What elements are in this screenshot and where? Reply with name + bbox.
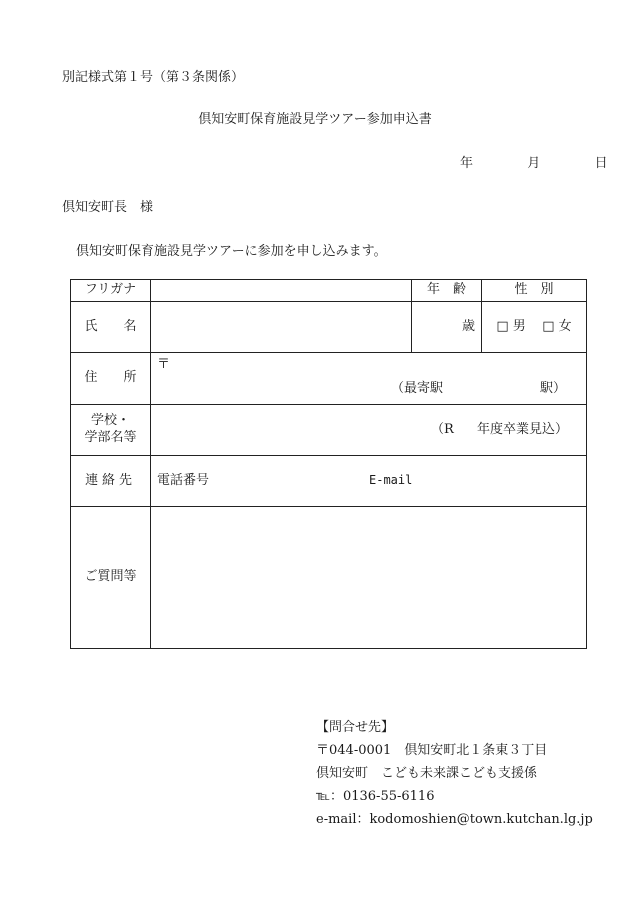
phone-label: 電話番号: [157, 473, 210, 488]
graduation-open: （R: [431, 422, 454, 437]
application-form: [70, 279, 587, 649]
contact-label: 連絡先: [71, 456, 151, 507]
school-label-line1: 学校・: [90, 413, 130, 429]
inquiry-heading: 【問合せ先】: [316, 720, 395, 735]
nearest-station-close: 駅）: [539, 381, 566, 396]
name-field[interactable]: [151, 302, 412, 353]
furigana-field[interactable]: [151, 280, 412, 302]
document-title: 倶知安町保育施設見学ツアー参加申込書: [198, 112, 432, 127]
date-day: 日: [594, 156, 608, 171]
school-label-line2: 学部名等: [84, 430, 137, 445]
graduation-close: 年度卒業見込）: [476, 422, 568, 437]
address-label: 住 所: [71, 353, 151, 405]
date-month: 月: [527, 156, 541, 171]
age-label: 年 齢: [412, 280, 482, 302]
gender-field: [482, 302, 587, 353]
addressee: 倶知安町長 様: [62, 200, 154, 215]
gender-label: 性 別: [482, 280, 587, 302]
form-id: 別記様式第１号（第３条関係）: [62, 70, 245, 85]
email-label: E-mail: [369, 473, 413, 487]
date-year: 年: [460, 156, 474, 171]
inquiry-block: [316, 716, 593, 831]
inquiry-tel: ℡：0136-55-6116: [316, 789, 435, 804]
inquiry-department: 倶知安町 こども未来課こども支援係: [316, 766, 538, 781]
contact-field[interactable]: [151, 456, 587, 507]
male-checkbox[interactable]: □ 男: [496, 318, 526, 334]
school-field[interactable]: [151, 405, 587, 456]
inquiry-address: 〒044-0001 倶知安町北１条東３丁目: [316, 743, 548, 758]
name-label: 氏 名: [71, 302, 151, 353]
furigana-label: フリガナ: [71, 280, 151, 302]
postal-mark: 〒: [157, 357, 171, 372]
intro-text: 倶知安町保育施設見学ツアーに参加を申し込みます。: [76, 244, 387, 259]
age-unit: 歳: [461, 318, 475, 334]
school-label: [71, 405, 151, 456]
questions-label: ご質問等: [71, 507, 151, 649]
age-field[interactable]: [412, 302, 482, 353]
inquiry-email: e-mail：kodomoshien@town.kutchan.lg.jp: [316, 812, 593, 827]
questions-field[interactable]: [151, 507, 587, 649]
address-field[interactable]: [151, 353, 587, 405]
date-line: [460, 152, 608, 171]
nearest-station-open: （最寄駅: [391, 381, 444, 396]
female-checkbox[interactable]: □ 女: [542, 318, 572, 334]
